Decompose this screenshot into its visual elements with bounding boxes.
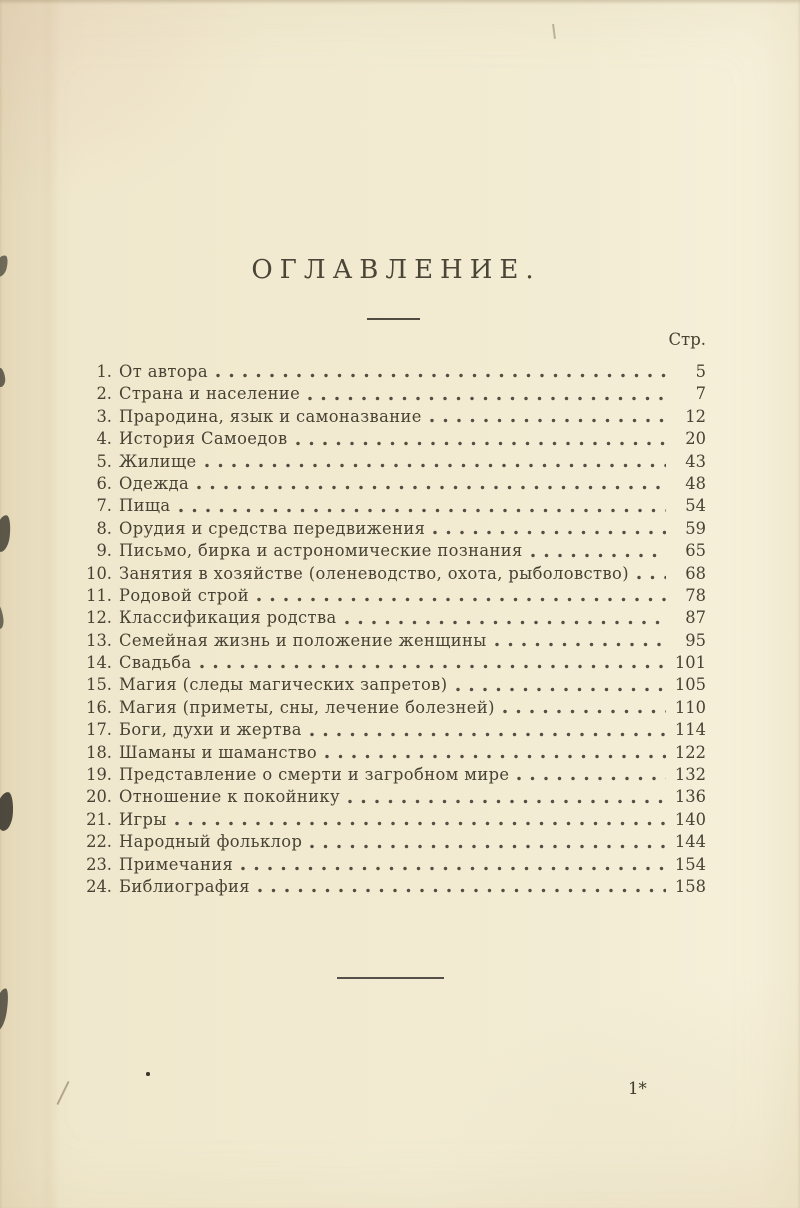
toc-entry-number: 14. xyxy=(86,653,112,673)
toc-entry-number: 22. xyxy=(86,832,112,852)
ink-stain xyxy=(0,791,14,831)
toc-row xyxy=(82,786,706,808)
toc-row xyxy=(82,361,706,383)
toc-entry-title: Родовой строй xyxy=(119,585,249,605)
toc-entry-number: 15. xyxy=(86,675,112,695)
toc-entry-page: 54 xyxy=(685,496,706,516)
toc-list xyxy=(82,361,706,898)
leader-dots xyxy=(258,887,666,894)
toc-entry-page: 5 xyxy=(695,362,706,381)
toc-entry-page: 136 xyxy=(674,787,706,807)
toc-entry-number: 13. xyxy=(86,630,112,650)
toc-row xyxy=(82,697,706,719)
toc-entry-number: 8. xyxy=(96,518,112,538)
toc-row xyxy=(82,383,706,405)
toc-entry-page: 132 xyxy=(674,765,706,785)
leader-dots xyxy=(257,596,666,603)
toc-row xyxy=(82,652,706,674)
toc-entry-title: Народный фольклор xyxy=(119,832,303,852)
title-divider xyxy=(367,318,420,320)
pencil-mark xyxy=(56,1081,69,1105)
toc-entry-number: 20. xyxy=(86,787,112,807)
toc-row xyxy=(82,585,706,607)
leader-dots xyxy=(296,440,666,447)
toc-row xyxy=(82,406,706,428)
toc-entry-number: 16. xyxy=(86,697,112,717)
toc-entry-number: 9. xyxy=(96,541,112,561)
toc-entry-title: Библиография xyxy=(119,876,250,896)
toc-row xyxy=(82,854,706,876)
leader-dots xyxy=(310,731,666,738)
leader-dots xyxy=(205,462,666,469)
toc-entry-page: 87 xyxy=(685,608,706,628)
toc-row xyxy=(82,742,706,764)
toc-entry-page: 122 xyxy=(674,742,706,762)
toc-entry-title: Занятия в хозяйстве (оленеводство, охота, рыболовство) xyxy=(119,563,629,583)
leader-dots xyxy=(430,417,666,424)
leader-dots xyxy=(241,865,666,872)
toc-entry-title: Примечания xyxy=(119,854,234,874)
toc-entry-title: Свадьба xyxy=(119,653,192,673)
toc-row xyxy=(82,451,706,473)
leader-dots xyxy=(325,753,666,760)
toc-row xyxy=(82,674,706,696)
toc-row xyxy=(82,831,706,853)
ink-stain xyxy=(0,603,5,629)
toc-entry-title: Магия (следы магических запретов) xyxy=(119,675,448,695)
leader-dots xyxy=(216,372,666,379)
scratch-mark xyxy=(552,24,555,39)
toc-entry-page: 154 xyxy=(674,854,706,874)
toc-entry-page: 7 xyxy=(695,384,706,404)
ink-stain xyxy=(0,514,12,552)
leader-dots xyxy=(637,574,666,581)
toc-row xyxy=(82,473,706,495)
toc-row xyxy=(82,607,706,629)
toc-entry-title: Жилище xyxy=(119,451,197,471)
toc-row xyxy=(82,563,706,585)
toc-entry-title: Боги, духи и жертва xyxy=(119,720,302,740)
leader-dots xyxy=(517,775,666,782)
signature-mark: 1* xyxy=(628,1079,647,1098)
toc-entry-number: 1. xyxy=(96,362,112,381)
ink-stain xyxy=(0,367,6,387)
toc-entry-number: 4. xyxy=(96,429,112,449)
leader-dots xyxy=(200,663,666,670)
toc-entry-title: Игры xyxy=(119,809,167,829)
ink-stain xyxy=(0,987,10,1031)
toc-row xyxy=(82,876,706,898)
toc-entry-title: Классификация родства xyxy=(119,608,337,628)
toc-row xyxy=(82,428,706,450)
toc-entry-page: 20 xyxy=(685,429,706,449)
toc-entry-title: Пища xyxy=(119,496,171,516)
toc-row xyxy=(82,630,706,652)
leader-dots xyxy=(308,395,666,402)
footer-divider xyxy=(337,977,444,979)
toc-row xyxy=(82,540,706,562)
toc-entry-number: 17. xyxy=(86,720,112,740)
toc-entry-number: 6. xyxy=(96,473,112,493)
dust-speck xyxy=(146,1072,150,1076)
toc-entry-title: От автора xyxy=(119,362,208,381)
toc-entry-page: 140 xyxy=(674,809,706,829)
toc-entry-title: История Самоедов xyxy=(119,429,288,449)
toc-entry-number: 2. xyxy=(96,384,112,404)
toc-entry-title: Прародина, язык и самоназвание xyxy=(119,406,422,426)
toc-entry-page: 101 xyxy=(674,653,706,673)
toc-entry-number: 18. xyxy=(86,742,112,762)
toc-entry-title: Отношение к покойнику xyxy=(119,787,340,807)
toc-entry-number: 10. xyxy=(86,563,112,583)
toc-entry-number: 23. xyxy=(86,854,112,874)
toc-entry-title: Одежда xyxy=(119,473,190,493)
toc-entry-page: 78 xyxy=(685,585,706,605)
toc-entry-title: Семейная жизнь и положение женщины xyxy=(119,630,487,650)
toc-entry-page: 68 xyxy=(685,563,706,583)
toc-entry-page: 12 xyxy=(685,406,706,426)
page-title: ОГЛАВЛЕНИЕ. xyxy=(251,255,541,285)
toc-row xyxy=(82,495,706,517)
toc-entry-page: 65 xyxy=(685,541,706,561)
toc-entry-page: 59 xyxy=(685,518,706,538)
toc-entry-number: 24. xyxy=(86,876,112,896)
leader-dots xyxy=(531,552,666,559)
toc-entry-number: 5. xyxy=(96,451,112,471)
toc-entry-title: Письмо, бирка и астрономические познания xyxy=(119,541,523,561)
leader-dots xyxy=(433,529,666,536)
leader-dots xyxy=(175,820,666,827)
toc-entry-number: 11. xyxy=(86,585,112,605)
toc-entry-number: 19. xyxy=(86,765,112,785)
toc-entry-page: 48 xyxy=(685,473,706,493)
toc-entry-number: 7. xyxy=(96,496,112,516)
page-number-column-header: Стр. xyxy=(668,330,706,349)
leader-dots xyxy=(310,843,666,850)
leader-dots xyxy=(348,798,666,805)
toc-row xyxy=(82,719,706,741)
toc-entry-page: 110 xyxy=(674,697,706,717)
toc-entry-number: 21. xyxy=(86,809,112,829)
toc-entry-page: 95 xyxy=(685,630,706,650)
toc-entry-title: Представление о смерти и загробном мире xyxy=(119,765,510,785)
leader-dots xyxy=(503,708,666,715)
leader-dots xyxy=(456,686,667,693)
toc-entry-number: 12. xyxy=(86,608,112,628)
toc-row xyxy=(82,809,706,831)
leader-dots xyxy=(345,619,666,626)
toc-entry-title: Орудия и средства передвижения xyxy=(119,518,426,538)
toc-entry-title: Магия (приметы, сны, лечение болезней) xyxy=(119,697,495,717)
toc-entry-page: 114 xyxy=(674,720,706,740)
toc-entry-page: 144 xyxy=(674,832,706,852)
toc-entry-title: Страна и население xyxy=(119,384,301,404)
toc-entry-page: 158 xyxy=(674,876,706,896)
toc-row xyxy=(82,764,706,786)
toc-entry-page: 43 xyxy=(685,451,706,471)
toc-entry-number: 3. xyxy=(96,406,112,426)
leader-dots xyxy=(197,484,666,491)
toc-entry-title: Шаманы и шаманство xyxy=(119,742,318,762)
leader-dots xyxy=(179,507,667,514)
toc-row xyxy=(82,518,706,540)
toc-entry-page: 105 xyxy=(674,675,706,695)
leader-dots xyxy=(495,641,666,648)
